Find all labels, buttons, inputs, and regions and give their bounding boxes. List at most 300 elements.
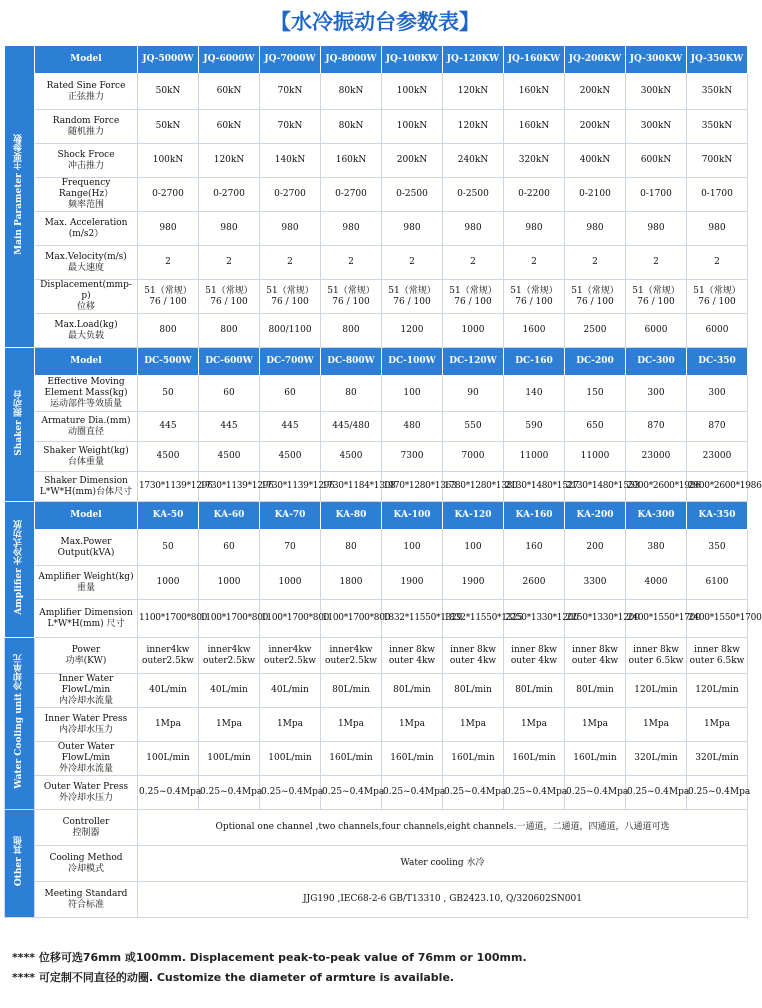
table-cell bbox=[504, 638, 565, 674]
cell-line: inner4kw bbox=[146, 644, 190, 655]
table-cell bbox=[321, 600, 391, 638]
table-cell bbox=[260, 74, 321, 110]
row-label bbox=[35, 810, 138, 846]
row-label-cn: 控制器 bbox=[72, 827, 100, 838]
cell-line: 1100*1700*800 bbox=[261, 613, 330, 623]
cell-line: 2 bbox=[165, 257, 171, 267]
spanning-value: Optional one channel ,two channels,four channels,eight channels.一通道，二通道，四通道，八通道可选 bbox=[138, 810, 748, 846]
table-cell bbox=[199, 314, 260, 348]
table-cell bbox=[443, 144, 504, 178]
cell-line: 400kN bbox=[579, 155, 611, 165]
model-name: JQ-6000W bbox=[199, 46, 260, 74]
cell-line: 1970*1280*1363 bbox=[383, 481, 457, 491]
footnote: **** 可定制不同直径的动圈. Customize the diameter of armture is available. bbox=[12, 971, 455, 984]
table-cell bbox=[382, 472, 457, 502]
cell-line: 50kN bbox=[155, 86, 181, 96]
table-cell bbox=[687, 74, 748, 110]
row-label bbox=[35, 600, 138, 638]
table-cell bbox=[138, 776, 202, 810]
row-label-en: Outer Water FlowL/min bbox=[57, 742, 115, 763]
spanning-value: JJG190 ,IEC68-2-6 GB/T13310 , GB2423.10, Q/320602SN001 bbox=[138, 882, 748, 918]
table-cell bbox=[443, 280, 504, 314]
cell-line: 2900*2600*1986 bbox=[627, 481, 701, 491]
table-cell bbox=[504, 144, 565, 178]
table-cell bbox=[565, 674, 626, 708]
cell-line: 1832*11550*1329 bbox=[383, 613, 462, 623]
model-name: DC-200 bbox=[565, 348, 626, 376]
cell-line: outer 4kw bbox=[510, 655, 558, 666]
row-label-cn: Output(kVA) bbox=[57, 547, 115, 558]
cell-line: 76 / 100 bbox=[454, 296, 492, 307]
model-name: DC-700W bbox=[260, 348, 321, 376]
table-cell bbox=[687, 314, 748, 348]
table-cell bbox=[199, 776, 263, 810]
table-cell bbox=[504, 600, 579, 638]
cell-line: 100kN bbox=[152, 155, 184, 165]
table-cell bbox=[687, 178, 748, 212]
cell-line: 2250*1330*1200 bbox=[505, 613, 579, 623]
footnotes bbox=[12, 948, 742, 988]
table-cell bbox=[626, 530, 687, 566]
table-cell bbox=[687, 566, 748, 600]
row-label-en: Shaker Dimension bbox=[44, 475, 128, 486]
table-cell bbox=[199, 178, 260, 212]
cell-line: 160kN bbox=[518, 86, 550, 96]
cell-line: 80L/min bbox=[454, 685, 492, 695]
table-cell bbox=[504, 280, 565, 314]
cell-line: 2 bbox=[348, 257, 354, 267]
table-cell bbox=[382, 674, 443, 708]
cell-line: 2 bbox=[714, 257, 720, 267]
row-label bbox=[35, 846, 138, 882]
table-row bbox=[5, 280, 748, 314]
group-shaker bbox=[5, 348, 35, 502]
table-cell bbox=[382, 638, 443, 674]
cell-line: 2 bbox=[287, 257, 293, 267]
table-cell bbox=[321, 442, 382, 472]
table-cell bbox=[687, 472, 762, 502]
model-name: KA-350 bbox=[687, 502, 748, 530]
cell-line: 980 bbox=[708, 223, 726, 233]
table-cell bbox=[321, 110, 382, 144]
cell-line: 445/480 bbox=[332, 421, 370, 431]
table-cell bbox=[321, 472, 396, 502]
table-cell bbox=[687, 638, 748, 674]
cell-line: 980 bbox=[159, 223, 177, 233]
cell-line: 80 bbox=[345, 542, 357, 552]
table-cell bbox=[382, 110, 443, 144]
cell-line: 445 bbox=[281, 421, 299, 431]
cell-line: 2130*1480*1527 bbox=[505, 481, 579, 491]
spanning-value: Water cooling 水冷 bbox=[138, 846, 748, 882]
cell-line: 0-2200 bbox=[518, 189, 550, 199]
cell-line: 4500 bbox=[339, 451, 363, 461]
table-row bbox=[5, 530, 748, 566]
table-row bbox=[5, 846, 748, 882]
table-cell bbox=[260, 600, 330, 638]
table-cell bbox=[321, 314, 382, 348]
row-label-en: Frequency Range(Hz） bbox=[58, 178, 114, 199]
row-label bbox=[35, 74, 138, 110]
row-label bbox=[35, 110, 138, 144]
cell-line: 800/1100 bbox=[268, 325, 312, 335]
cell-line: 50 bbox=[162, 542, 174, 552]
table-cell bbox=[199, 412, 260, 442]
cell-line: 980 bbox=[220, 223, 238, 233]
table-cell bbox=[260, 178, 321, 212]
cell-line: 76 / 100 bbox=[210, 296, 248, 307]
row-label-en: Shock Froce bbox=[57, 149, 115, 160]
table-cell bbox=[443, 246, 504, 280]
cell-line: 76 / 100 bbox=[332, 296, 370, 307]
cell-line: 160L/min bbox=[451, 753, 495, 763]
model-name: KA-120 bbox=[443, 502, 504, 530]
cell-line: 320L/min bbox=[695, 753, 739, 763]
cell-line: 76 / 100 bbox=[149, 296, 187, 307]
cell-line: 51（常规） bbox=[632, 285, 680, 296]
row-label-en: Random Force bbox=[52, 115, 120, 126]
cell-line: inner 8kw bbox=[450, 644, 496, 655]
row-label-cn: 冷却模式 bbox=[67, 863, 104, 874]
table-cell bbox=[382, 708, 443, 742]
cell-line: outer 4kw bbox=[388, 655, 436, 666]
cell-line: 4000 bbox=[644, 577, 668, 587]
table-cell bbox=[626, 246, 687, 280]
table-cell bbox=[199, 472, 274, 502]
table-cell bbox=[504, 178, 565, 212]
row-label bbox=[35, 566, 138, 600]
model-name: JQ-5000W bbox=[138, 46, 199, 74]
row-label-en: Shaker Weight(kg) bbox=[43, 445, 129, 456]
model-name: KA-300 bbox=[626, 502, 687, 530]
model-header-label: Model bbox=[35, 502, 138, 530]
table-cell bbox=[626, 314, 687, 348]
row-label-en: Controller bbox=[62, 816, 110, 827]
table-cell bbox=[199, 280, 260, 314]
model-name: JQ-160KW bbox=[504, 46, 565, 74]
table-cell bbox=[321, 638, 382, 674]
cell-line: 50 bbox=[162, 388, 174, 398]
table-cell bbox=[443, 742, 504, 776]
cell-line: 0.25~0.4Mpa bbox=[200, 787, 263, 797]
table-cell bbox=[138, 600, 208, 638]
table-cell bbox=[260, 412, 321, 442]
row-label-en: Meeting Standard bbox=[44, 888, 128, 899]
cell-line: 800 bbox=[159, 325, 177, 335]
cell-line: 2600 bbox=[522, 577, 546, 587]
cell-line: inner4kw bbox=[329, 644, 373, 655]
table-cell bbox=[504, 376, 565, 412]
table-cell bbox=[138, 178, 199, 212]
cell-line: 0-2700 bbox=[152, 189, 184, 199]
cell-line: 800 bbox=[220, 325, 238, 335]
cell-line: inner4kw bbox=[207, 644, 251, 655]
table-cell bbox=[687, 674, 748, 708]
table-cell bbox=[260, 674, 321, 708]
cell-line: 120L/min bbox=[634, 685, 678, 695]
table-cell bbox=[565, 178, 626, 212]
table-cell bbox=[565, 742, 626, 776]
cell-line: 350 bbox=[708, 542, 726, 552]
cell-line: 1730*1139*1296 bbox=[261, 481, 335, 491]
group-water-cooling bbox=[5, 638, 35, 810]
cell-line: 445 bbox=[220, 421, 238, 431]
table-cell bbox=[504, 674, 565, 708]
row-label-en: Inner Water Press bbox=[44, 713, 128, 724]
cell-line: 980 bbox=[525, 223, 543, 233]
table-cell bbox=[443, 674, 504, 708]
table-cell bbox=[382, 314, 443, 348]
cell-line: 1Mpa bbox=[398, 719, 426, 729]
cell-line: 1730*1139*1296 bbox=[139, 481, 213, 491]
cell-line: 350kN bbox=[701, 86, 733, 96]
table-cell bbox=[504, 566, 565, 600]
table-cell bbox=[443, 178, 504, 212]
table-cell bbox=[321, 144, 382, 178]
model-name: KA-80 bbox=[321, 502, 382, 530]
cell-line: 100L/min bbox=[207, 753, 251, 763]
cell-line: 2900*2600*1986 bbox=[688, 481, 762, 491]
group-main-parameter bbox=[5, 46, 35, 348]
table-cell bbox=[260, 442, 321, 472]
table-cell bbox=[443, 600, 523, 638]
cell-line: 11000 bbox=[519, 451, 549, 461]
cell-line: 160 bbox=[525, 542, 543, 552]
table-cell bbox=[138, 412, 199, 442]
row-label-en: Displacement(mmp-p) bbox=[40, 280, 132, 301]
cell-line: 4500 bbox=[156, 451, 180, 461]
row-label bbox=[35, 442, 138, 472]
row-label bbox=[35, 412, 138, 442]
cell-line: 300kN bbox=[640, 121, 672, 131]
cell-line: 100kN bbox=[396, 86, 428, 96]
table-cell bbox=[199, 530, 260, 566]
row-label-en: Outer Water Press bbox=[43, 781, 129, 792]
cell-line: 4500 bbox=[278, 451, 302, 461]
cell-line: 23000 bbox=[641, 451, 671, 461]
table-cell bbox=[565, 600, 640, 638]
cell-line: 1Mpa bbox=[154, 719, 182, 729]
table-cell bbox=[443, 530, 504, 566]
cell-line: 1780*1280*1380 bbox=[444, 481, 518, 491]
table-cell bbox=[626, 742, 687, 776]
table-cell bbox=[443, 442, 504, 472]
cell-line: 100 bbox=[403, 542, 421, 552]
model-header-label: Model bbox=[35, 348, 138, 376]
table-cell bbox=[626, 178, 687, 212]
row-label bbox=[35, 376, 138, 412]
cell-line: 300 bbox=[647, 388, 665, 398]
cell-line: 80L/min bbox=[576, 685, 614, 695]
table-cell bbox=[565, 442, 626, 472]
row-label-en: Max. Acceleration bbox=[44, 217, 128, 228]
table-cell bbox=[626, 472, 701, 502]
table-cell bbox=[138, 566, 199, 600]
row-label bbox=[35, 472, 138, 502]
table-cell bbox=[382, 776, 446, 810]
cell-line: inner 8kw bbox=[633, 644, 679, 655]
cell-line: 1Mpa bbox=[459, 719, 487, 729]
table-cell bbox=[565, 212, 626, 246]
table-cell bbox=[382, 566, 443, 600]
table-cell bbox=[199, 110, 260, 144]
table-cell bbox=[565, 246, 626, 280]
table-cell bbox=[504, 742, 565, 776]
table-cell bbox=[199, 638, 260, 674]
row-label-en: Max.Power bbox=[60, 536, 112, 547]
cell-line: 0-2500 bbox=[396, 189, 428, 199]
table-row bbox=[5, 246, 748, 280]
table-cell bbox=[138, 246, 199, 280]
cell-line: 0.25~0.4Mpa bbox=[261, 787, 324, 797]
cell-line: outer2.5kw bbox=[264, 655, 316, 666]
row-label-en: Rated Sine Force bbox=[46, 80, 126, 91]
table-cell bbox=[443, 74, 504, 110]
table-cell bbox=[626, 442, 687, 472]
cell-line: 7000 bbox=[461, 451, 485, 461]
table-cell bbox=[504, 412, 565, 442]
table-row bbox=[5, 742, 748, 776]
table-cell bbox=[687, 144, 748, 178]
cell-line: 40L/min bbox=[149, 685, 187, 695]
cell-line: 200kN bbox=[396, 155, 428, 165]
cell-line: 0.25~0.4Mpa bbox=[383, 787, 446, 797]
table-cell bbox=[565, 110, 626, 144]
table-cell bbox=[321, 74, 382, 110]
table-cell bbox=[199, 144, 260, 178]
table-cell bbox=[565, 776, 629, 810]
table-cell bbox=[321, 530, 382, 566]
table-cell bbox=[504, 776, 568, 810]
cell-line: 1Mpa bbox=[703, 719, 731, 729]
table-cell bbox=[382, 412, 443, 442]
cell-line: 1000 bbox=[156, 577, 180, 587]
table-cell bbox=[687, 776, 751, 810]
model-name: DC-350 bbox=[687, 348, 748, 376]
table-cell bbox=[260, 566, 321, 600]
cell-line: 1730*1139*1296 bbox=[200, 481, 274, 491]
row-label-cn: 冲击推力 bbox=[67, 160, 104, 171]
row-label-cn: 外冷却水压力 bbox=[58, 792, 113, 803]
cell-line: 1600 bbox=[522, 325, 546, 335]
cell-line: 1Mpa bbox=[581, 719, 609, 729]
cell-line: 200kN bbox=[579, 86, 611, 96]
cell-line: 445 bbox=[159, 421, 177, 431]
cell-line: 76 / 100 bbox=[271, 296, 309, 307]
cell-line: 160L/min bbox=[329, 753, 373, 763]
cell-line: 0.25~0.4Mpa bbox=[505, 787, 568, 797]
table-cell bbox=[565, 74, 626, 110]
cell-line: 2500 bbox=[583, 325, 607, 335]
table-cell bbox=[260, 472, 335, 502]
table-row bbox=[5, 472, 748, 502]
table-cell bbox=[382, 376, 443, 412]
model-name: DC-300 bbox=[626, 348, 687, 376]
cell-line: 870 bbox=[708, 421, 726, 431]
cell-line: 1100*1700*800 bbox=[200, 613, 269, 623]
parameter-table bbox=[4, 45, 762, 918]
table-cell bbox=[260, 708, 321, 742]
row-label-en: Effective Moving Element Mass(kg) bbox=[44, 377, 128, 398]
table-row bbox=[5, 776, 748, 810]
cell-line: 80L/min bbox=[332, 685, 370, 695]
cell-line: inner4kw bbox=[268, 644, 312, 655]
table-cell bbox=[138, 144, 199, 178]
table-cell bbox=[687, 708, 748, 742]
table-cell bbox=[138, 442, 199, 472]
table-row bbox=[5, 314, 748, 348]
cell-line: 1Mpa bbox=[520, 719, 548, 729]
group-other bbox=[5, 810, 35, 918]
cell-line: 2 bbox=[653, 257, 659, 267]
cell-line: 320kN bbox=[518, 155, 550, 165]
model-header-row bbox=[5, 46, 748, 74]
table-cell bbox=[504, 74, 565, 110]
cell-line: 2 bbox=[409, 257, 415, 267]
cell-line: 300 bbox=[708, 388, 726, 398]
cell-line: 980 bbox=[281, 223, 299, 233]
table-row bbox=[5, 212, 748, 246]
table-cell bbox=[382, 246, 443, 280]
row-label-cn: L*W*H(mm) 尺寸 bbox=[47, 618, 125, 629]
model-header-row bbox=[5, 348, 748, 376]
table-cell bbox=[565, 566, 626, 600]
table-cell bbox=[504, 442, 565, 472]
table-row bbox=[5, 144, 748, 178]
table-cell bbox=[382, 442, 443, 472]
table-cell bbox=[504, 314, 565, 348]
cell-line: 150 bbox=[586, 388, 604, 398]
table-cell bbox=[138, 708, 199, 742]
row-label bbox=[35, 776, 138, 810]
table-cell bbox=[626, 110, 687, 144]
cell-line: 350kN bbox=[701, 121, 733, 131]
table-cell bbox=[443, 708, 504, 742]
cell-line: 980 bbox=[342, 223, 360, 233]
table-cell bbox=[565, 280, 626, 314]
table-cell bbox=[199, 674, 260, 708]
table-cell bbox=[626, 74, 687, 110]
table-cell bbox=[260, 314, 321, 348]
cell-line: inner 8kw bbox=[694, 644, 740, 655]
table-cell bbox=[626, 708, 687, 742]
table-cell bbox=[138, 742, 199, 776]
cell-line: 600kN bbox=[640, 155, 672, 165]
table-cell bbox=[138, 212, 199, 246]
cell-line: 1Mpa bbox=[337, 719, 365, 729]
cell-line: 2 bbox=[470, 257, 476, 267]
table-row bbox=[5, 600, 748, 638]
cell-line: 2 bbox=[226, 257, 232, 267]
table-cell bbox=[138, 74, 199, 110]
row-label bbox=[35, 280, 138, 314]
table-cell bbox=[260, 530, 321, 566]
cell-line: 100L/min bbox=[268, 753, 312, 763]
table-cell bbox=[504, 246, 565, 280]
cell-line: 1900 bbox=[400, 577, 424, 587]
cell-line: 80L/min bbox=[393, 685, 431, 695]
table-cell bbox=[687, 110, 748, 144]
table-cell bbox=[321, 376, 382, 412]
cell-line: 480 bbox=[403, 421, 421, 431]
row-label-cn: 正弦推力 bbox=[67, 91, 104, 102]
table-cell bbox=[443, 376, 504, 412]
cell-line: 76 / 100 bbox=[515, 296, 553, 307]
cell-line: 160L/min bbox=[390, 753, 434, 763]
row-label-cn: 台体重量 bbox=[67, 456, 104, 467]
cell-line: 40L/min bbox=[210, 685, 248, 695]
cell-line: outer 4kw bbox=[571, 655, 619, 666]
